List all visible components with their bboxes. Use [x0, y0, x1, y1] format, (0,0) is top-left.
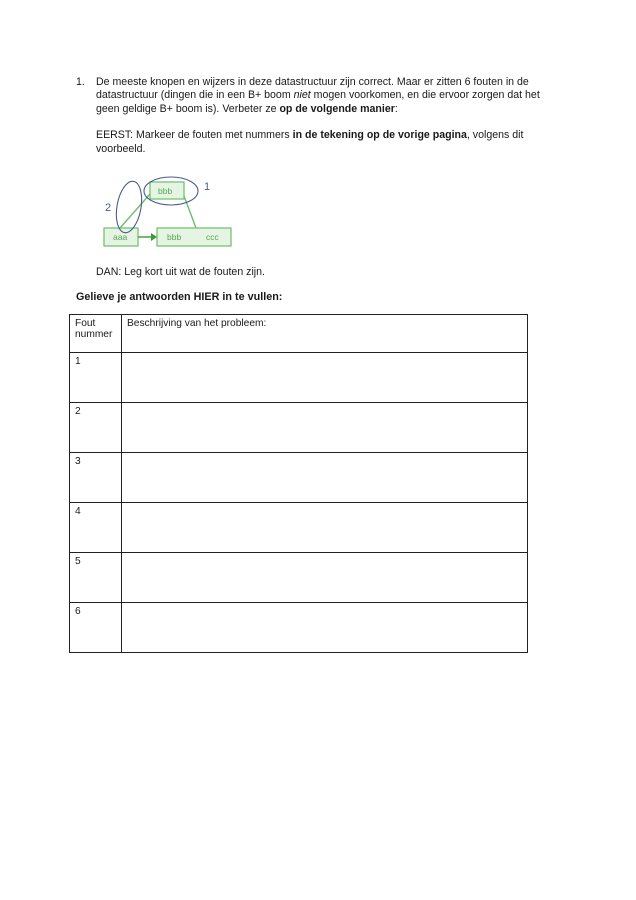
right-leaf-label-1: bbb	[167, 232, 182, 242]
header-beschrijving: Beschrijving van het probleem:	[122, 315, 528, 353]
header-fout-nummer: Fout nummer	[70, 315, 122, 353]
answer-cell[interactable]	[122, 553, 528, 603]
table-row	[70, 453, 528, 503]
mark-2-circle	[113, 179, 146, 234]
error-number: 1	[70, 353, 122, 403]
answer-cell[interactable]	[122, 603, 528, 653]
error-number: 2	[70, 403, 122, 453]
mark-2-number: 2	[105, 202, 112, 214]
right-leaf-label-2: ccc	[206, 232, 219, 242]
table-row	[70, 553, 528, 603]
question-number: 1.	[76, 76, 85, 88]
answer-cell[interactable]	[122, 353, 528, 403]
question-body	[96, 76, 546, 169]
answer-cell[interactable]	[122, 453, 528, 503]
table-row	[70, 503, 528, 553]
error-number: 5	[70, 553, 122, 603]
answer-cell[interactable]	[122, 503, 528, 553]
answer-table	[69, 314, 528, 653]
mark-1-number: 1	[204, 181, 211, 193]
table-header-row	[70, 315, 528, 353]
pointer-top-to-left	[120, 194, 150, 228]
top-node-label: bbb	[158, 186, 173, 196]
table-row	[70, 403, 528, 453]
answer-cell[interactable]	[122, 403, 528, 453]
question-eerst: EERST: Markeer de fouten met nummers in de tekening op de vorige pagina, volgens dit voorbeeld.	[96, 129, 524, 155]
question-intro: De meeste knopen en wijzers in deze datastructuur zijn correct. Maar er zitten 6 fouten in de datastructuur (dingen die in een B+ boom niet mogen voorkomen, en die ervoor zorgen dat het geen geldige B+ boom is). Verbeter ze op de volgende manier:	[96, 76, 540, 115]
answer-instruction: Gelieve je antwoorden HIER in te vullen:	[76, 291, 283, 303]
table-row	[70, 603, 528, 653]
error-number: 6	[70, 603, 122, 653]
error-number: 3	[70, 453, 122, 503]
question-dan: DAN: Leg kort uit wat de fouten zijn.	[96, 266, 265, 278]
table-row	[70, 353, 528, 403]
left-leaf-label: aaa	[113, 232, 128, 242]
error-number: 4	[70, 503, 122, 553]
leaf-link-arrowhead	[151, 233, 157, 241]
example-diagram	[100, 176, 240, 254]
